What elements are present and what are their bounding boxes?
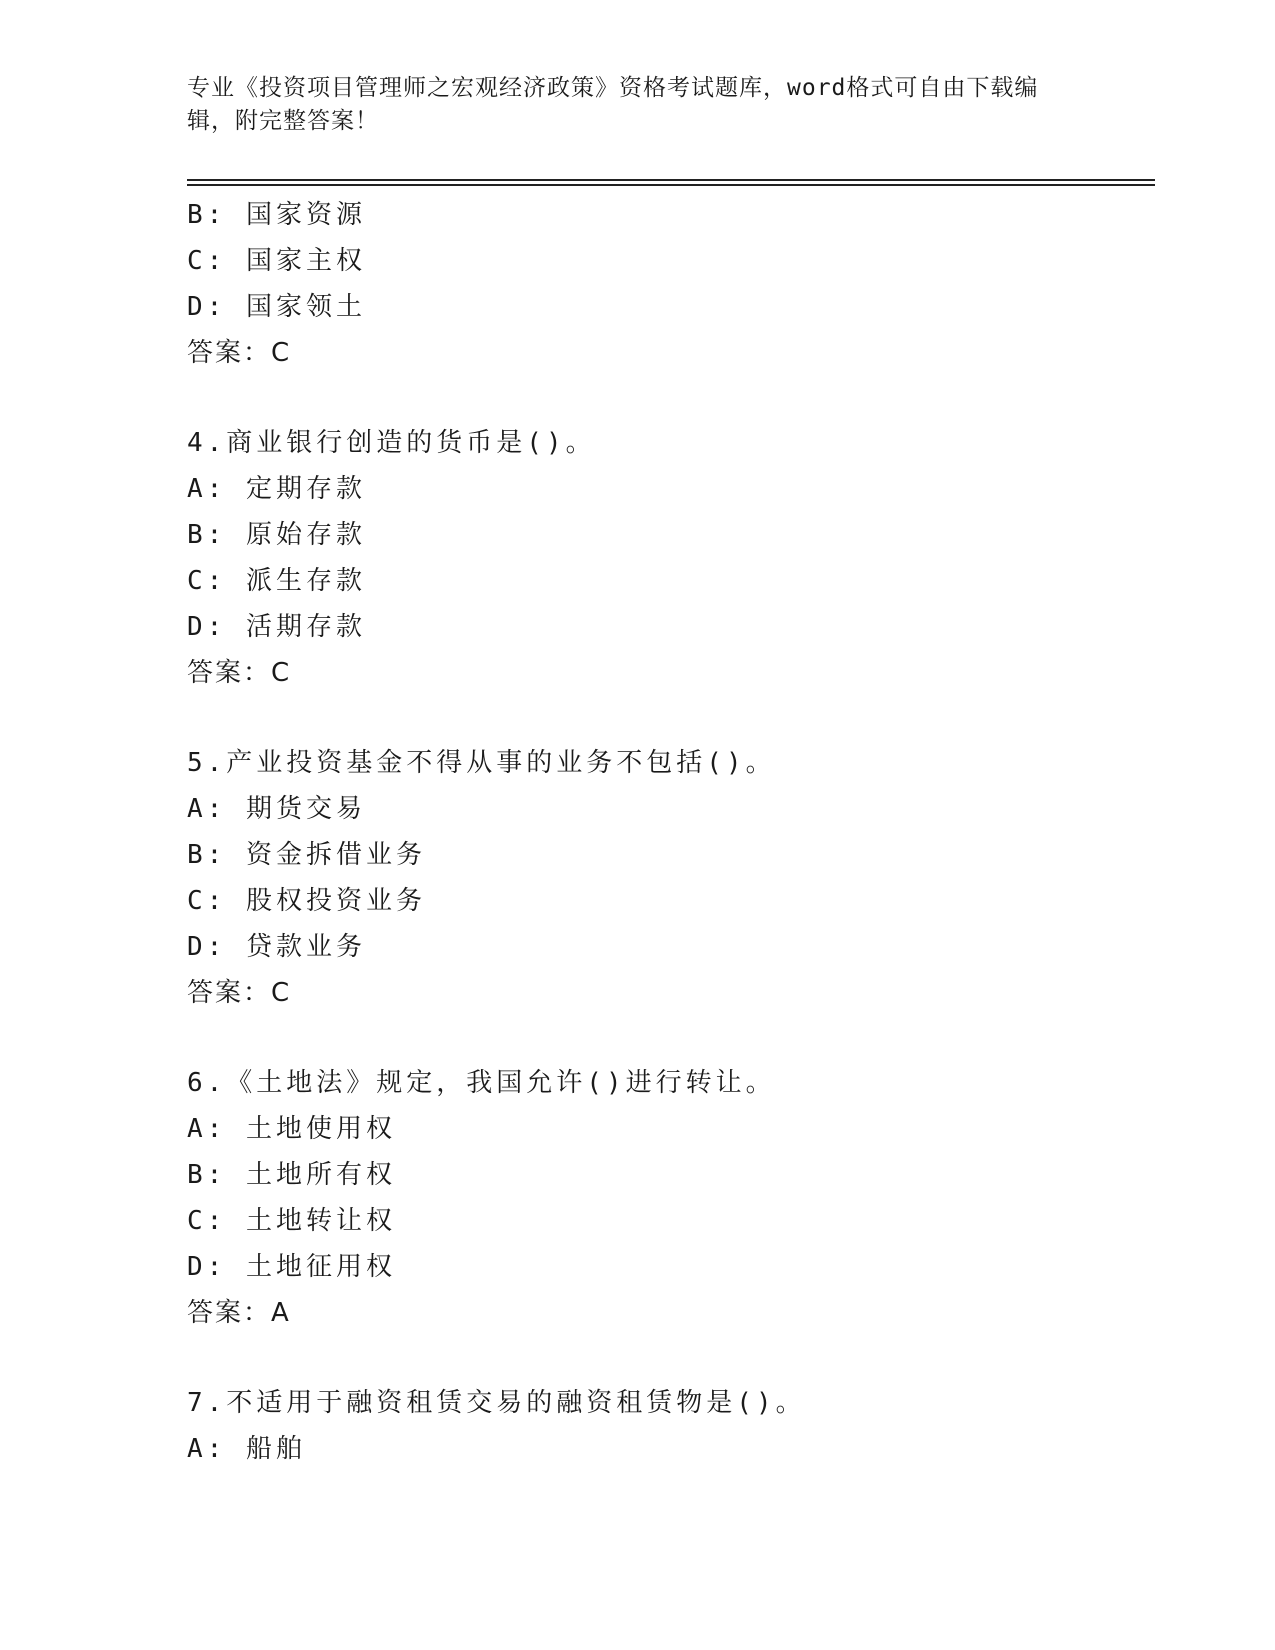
answer-line: 答案：C <box>187 658 292 688</box>
option-line: C: 股权投资业务 <box>187 886 426 916</box>
question-stem: 7.不适用于融资租赁交易的融资租赁物是()。 <box>187 1388 806 1418</box>
option-line: B: 资金拆借业务 <box>187 840 426 870</box>
option-line: D: 活期存款 <box>187 612 366 642</box>
question-stem: 5.产业投资基金不得从事的业务不包括()。 <box>187 748 776 778</box>
answer-line: 答案：C <box>187 978 292 1008</box>
option-line: B: 土地所有权 <box>187 1160 396 1190</box>
question-block <box>187 420 1155 696</box>
question-list <box>187 192 1155 1472</box>
answer-line: 答案：C <box>187 338 292 368</box>
option-line: B: 原始存款 <box>187 520 366 550</box>
option-line: D: 国家领土 <box>187 292 366 322</box>
option-line: C: 派生存款 <box>187 566 366 596</box>
question-block <box>187 740 1155 1016</box>
document-header: 专业《投资项目管理师之宏观经济政策》资格考试题库，word格式可自由下载编辑，附完整答案！ <box>187 75 1039 134</box>
header-rule-bottom <box>187 184 1155 186</box>
question-stem: 6.《土地法》规定，我国允许()进行转让。 <box>187 1068 776 1098</box>
option-line: C: 国家主权 <box>187 246 366 276</box>
option-line: D: 贷款业务 <box>187 932 366 962</box>
answer-line: 答案：A <box>187 1298 291 1328</box>
option-line: A: 船舶 <box>187 1434 306 1464</box>
option-line: D: 土地征用权 <box>187 1252 396 1282</box>
option-line: A: 定期存款 <box>187 474 366 504</box>
header-rule-top <box>187 179 1155 181</box>
option-line: A: 期货交易 <box>187 794 366 824</box>
question-block <box>187 1060 1155 1336</box>
question-block <box>187 1380 1155 1472</box>
question-stem: 4.商业银行创造的货币是()。 <box>187 428 596 458</box>
option-line: A: 土地使用权 <box>187 1114 396 1144</box>
option-line: C: 土地转让权 <box>187 1206 396 1236</box>
option-line: B: 国家资源 <box>187 200 366 230</box>
